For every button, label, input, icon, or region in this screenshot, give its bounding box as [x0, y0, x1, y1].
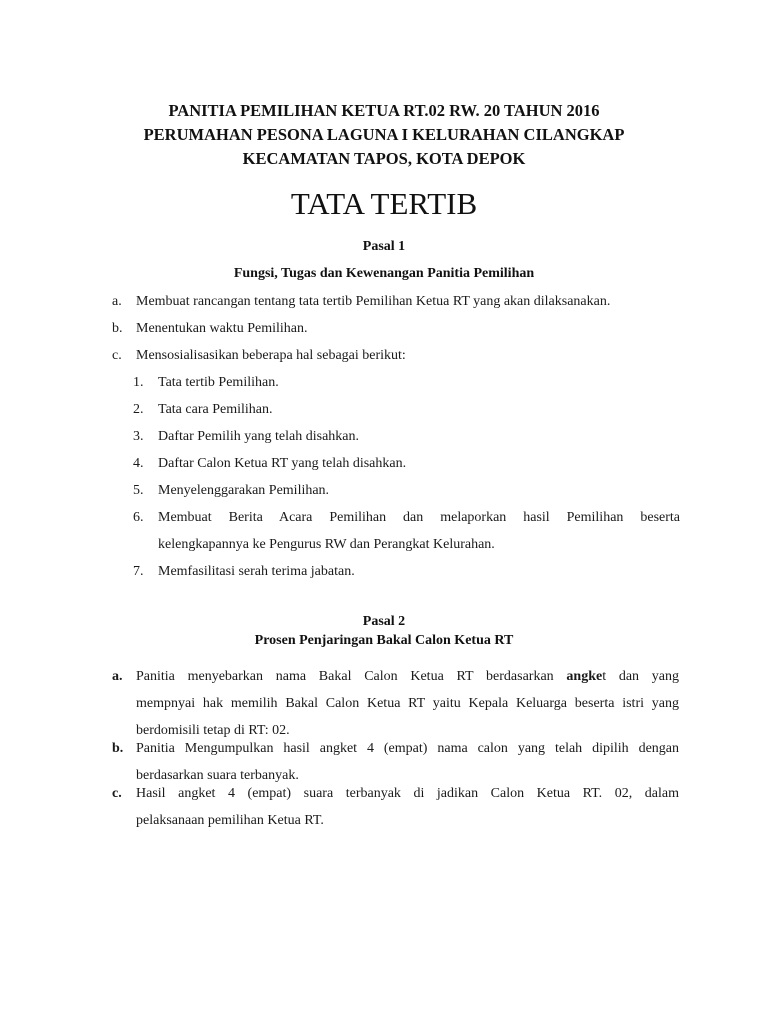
list-item-text: [136, 663, 679, 744]
list-marker: b.: [112, 321, 123, 336]
list-item-line: [136, 663, 679, 690]
list-marker: b.: [112, 741, 124, 756]
sub-list-item-text: Tata cara Pemilihan.: [158, 402, 273, 417]
text-run: Panitia menyebarkan nama Bakal Calon Ketua RT berdasarkan: [136, 669, 567, 684]
list-item-line: mempnyai hak memilih Bakal Calon Ketua RT yaitu Kepala Keluarga beserta istri yang: [136, 696, 679, 711]
sub-list-marker: 3.: [133, 429, 144, 444]
list-item-text: Mensosialisasikan beberapa hal sebagai berikut:: [136, 348, 406, 363]
pasal-2-heading: Pasal 2: [362, 614, 406, 629]
sub-list-item-text: Daftar Pemilih yang telah disahkan.: [158, 429, 359, 444]
sub-list-item-text: [158, 504, 680, 558]
list-item-line: Panitia Mengumpulkan hasil angket 4 (empat) nama calon yang telah dipilih dengan: [136, 741, 679, 756]
pasal-1-subheading: Fungsi, Tugas dan Kewenangan Panitia Pemilihan: [233, 266, 535, 281]
text-run: t dan yang: [602, 669, 679, 684]
list-item-line: berdasarkan suara terbanyak.: [136, 768, 299, 783]
list-marker: a.: [112, 294, 122, 309]
sub-list-marker: 7.: [133, 564, 144, 579]
list-item-text: [136, 780, 679, 834]
sub-list-marker: 1.: [133, 375, 144, 390]
list-marker: c.: [112, 348, 122, 363]
header-line-3: KECAMATAN TAPOS, KOTA DEPOK: [242, 149, 526, 168]
sub-list-marker: 6.: [133, 510, 144, 525]
list-item-line: pelaksanaan pemilihan Ketua RT.: [136, 813, 324, 828]
sub-list-marker: 2.: [133, 402, 144, 417]
list-item-text: Membuat rancangan tentang tata tertib Pemilihan Ketua RT yang akan dilaksanakan.: [136, 294, 611, 309]
sub-list-item-text: Tata tertib Pemilihan.: [158, 375, 279, 390]
list-marker: a.: [112, 669, 123, 684]
bold-text-run: angke: [566, 669, 603, 684]
sub-list-item-line: Membuat Berita Acara Pemilihan dan melaporkan hasil Pemilihan beserta: [158, 510, 680, 525]
header-line-1: PANITIA PEMILIHAN KETUA RT.02 RW. 20 TAHUN 2016: [168, 101, 600, 120]
list-marker: c.: [112, 786, 122, 801]
list-item-text: Menentukan waktu Pemilihan.: [136, 321, 308, 336]
sub-list-item-text: Daftar Calon Ketua RT yang telah disahkan.: [158, 456, 407, 471]
sub-list-item-text: Memfasilitasi serah terima jabatan.: [158, 564, 355, 579]
document-title: TATA TERTIB: [290, 186, 478, 221]
header-line-2: PERUMAHAN PESONA LAGUNA I KELURAHAN CILANGKAP: [143, 125, 625, 144]
pasal-2-subheading: Prosen Penjaringan Bakal Calon Ketua RT: [254, 633, 514, 648]
pasal-1-heading: Pasal 1: [362, 239, 406, 254]
sub-list-item-text: Menyelenggarakan Pemilihan.: [158, 483, 330, 498]
list-item-line: Hasil angket 4 (empat) suara terbanyak di jadikan Calon Ketua RT. 02, dalam: [136, 786, 679, 801]
document-header: [0, 99, 768, 171]
sub-list-item-line: kelengkapannya ke Pengurus RW dan Perangkat Kelurahan.: [158, 537, 495, 552]
sub-list-marker: 5.: [133, 483, 144, 498]
list-item-line: berdomisili tetap di RT: 02.: [136, 723, 290, 738]
sub-list-marker: 4.: [133, 456, 144, 471]
